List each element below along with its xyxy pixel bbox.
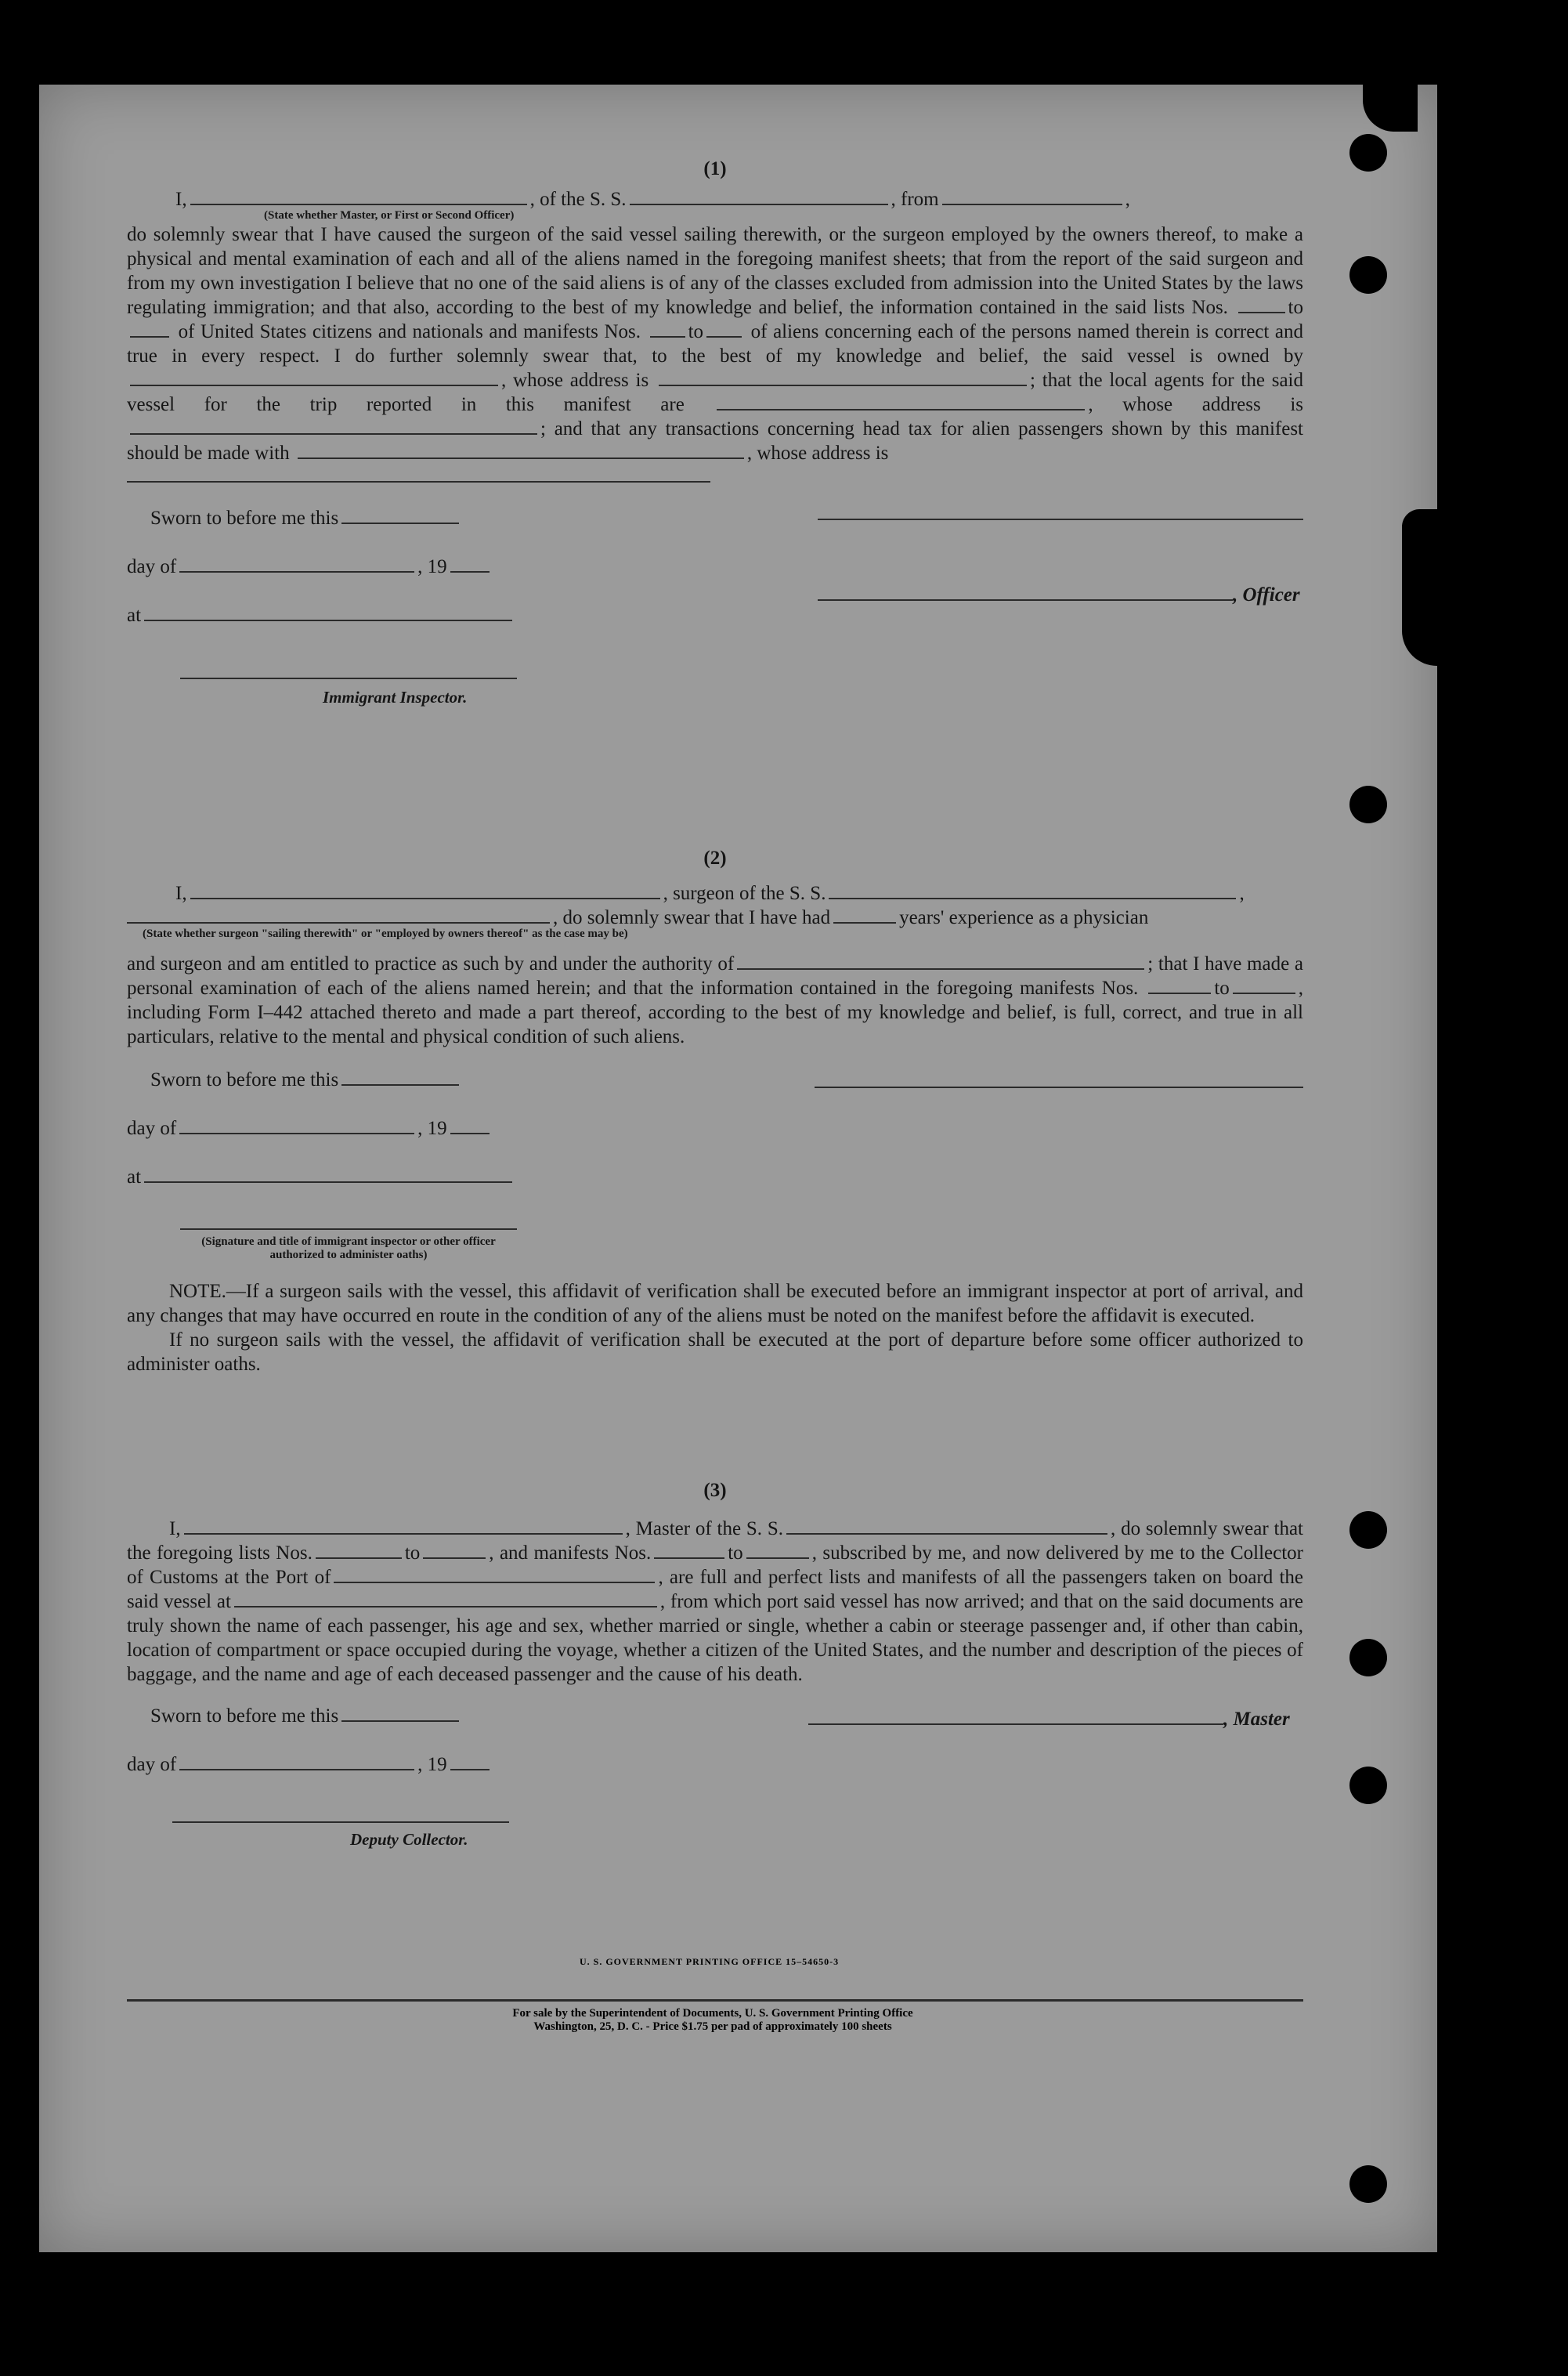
section-1-number: (1) — [703, 158, 727, 179]
head-tax-contact-field[interactable] — [298, 442, 744, 459]
binder-hole — [1349, 256, 1387, 294]
section-2-jurat: Sworn to before me this day of , 19 at (Signature and title of immigrant inspector or other officer authorized to administer oaths) — [127, 1068, 1303, 1279]
master-manifests-from-field[interactable] — [654, 1542, 724, 1559]
master-manifests-to-field[interactable] — [746, 1542, 809, 1559]
owner-field[interactable] — [130, 369, 498, 386]
section-3-jurat: Sworn to before me this day of , 19 Deputy Collector. , Master — [127, 1704, 1303, 1876]
note-paragraph-1: NOTE.—If a surgeon sails with the vessel, this affidavit of verification shall be executed before an immigrant inspector at port of arrival, and any changes that may have occurred en route in the condition of any of the aliens must be noted on the manifest before the affidavit is executed. — [127, 1281, 1303, 1326]
sworn-year-1-field[interactable] — [450, 555, 490, 573]
sworn-month-1-field[interactable] — [179, 555, 414, 573]
surgeon-manifests-from-field[interactable] — [1148, 977, 1211, 994]
price-footer-line-1: For sale by the Superintendent of Documents, U. S. Government Printing Office — [512, 2007, 913, 2020]
master-lists-to-field[interactable] — [423, 1542, 486, 1559]
binder-hole — [1349, 134, 1387, 172]
section-2-number: (2) — [703, 848, 727, 869]
printer-imprint: U. S. GOVERNMENT PRINTING OFFICE 15–54650-3 — [580, 1956, 840, 1967]
surgeon-status-field[interactable] — [127, 906, 550, 924]
master-vessel-field[interactable] — [786, 1517, 1107, 1535]
inspector-caption: Immigrant Inspector. — [323, 688, 468, 707]
collector-signature-line[interactable] — [172, 1821, 509, 1823]
years-experience-field[interactable] — [833, 906, 896, 924]
officer-signature-line[interactable] — [818, 584, 1233, 601]
section-3-number: (3) — [703, 1480, 727, 1501]
surgeon-signature-line[interactable] — [815, 1087, 1303, 1088]
sworn-day-1-field[interactable] — [341, 507, 459, 524]
head-tax-address-field[interactable] — [127, 465, 710, 483]
lists-to-field[interactable] — [130, 320, 169, 338]
sworn-day-3-field[interactable] — [341, 1705, 459, 1722]
binder-hole — [1349, 1511, 1387, 1549]
sworn-month-3-field[interactable] — [179, 1753, 414, 1770]
section-3-oath: I, , Master of the S. S. , do solemnly swear that the foregoing lists Nos. to , and manifests Nos. to , subscribed by me, and now delivered by me to the Collector of Customs at the Port of , are full and perfect lists and manifests of all the passengers taken on board the said vessel at , from which port said vessel has now arrived; and that on the said documents are truly shown the name of each passenger, his age and sex, whether married or single, whether a cabin or steerage passenger and, if other than cabin, location of compartment or space occupied during the voyage, whether a citizen of the United States, and the number and description of the pieces of baggage, and the name and age of each deceased passenger and the cause of his death. — [127, 1518, 1303, 1685]
torn-edge — [1402, 509, 1437, 666]
master-signature-line[interactable] — [808, 1708, 1223, 1725]
embarkation-port-field[interactable] — [234, 1590, 657, 1608]
sworn-year-3-field[interactable] — [450, 1753, 490, 1770]
officer-name-field[interactable] — [190, 188, 527, 205]
surgeon-note: (State whether surgeon "sailing therewith" or "employed by owners thereof" as the case may be) — [143, 928, 628, 940]
binder-hole — [1349, 1639, 1387, 1676]
section-1-oath: do solemnly swear that I have caused the surgeon of the said vessel sailing therewith, or the surgeon employed by the owners thereof, to make a physical and mental examination of each and all of the aliens named in the foregoing manifest sheets; that from the report of the said surgeon and from my own investigation I believe that no one of the said aliens is of any of the classes excluded from admission into the United States by the laws regulating immigration; and that also, according to the best of my knowledge and belief, the information contained in the said lists Nos. to of United States citizens and nationals and manifests Nos. to of aliens concerning each of the persons named therein is correct and true in every respect. I do further solemnly swear that, to the best of my knowledge and belief, the said vessel is owned by , whose address is ; that the local agents for the said vessel for the trip reported in this manifest are , whose address is ; and that any transactions concerning head tax for alien passengers shown by this manifest should be made with , whose address is — [127, 224, 1304, 464]
officer-note: (State whether Master, or First or Second Officer) — [264, 209, 515, 222]
binder-hole — [1349, 1767, 1387, 1804]
sworn-place-1-field[interactable] — [144, 604, 512, 621]
section-2-first-line: I, , surgeon of the S. S. , — [175, 883, 1245, 904]
sworn-month-2-field[interactable] — [179, 1117, 414, 1134]
note-paragraph-2: If no surgeon sails with the vessel, the affidavit of verification shall be executed at the port of departure before some officer authorized to administer oaths. — [127, 1329, 1303, 1375]
from-port-field[interactable] — [942, 188, 1122, 205]
footer-rule — [127, 1999, 1303, 2002]
owner-address-field[interactable] — [659, 369, 1027, 386]
agents-field[interactable] — [717, 393, 1085, 410]
section-1-first-line: I, , of the S. S. , from , — [175, 189, 1130, 210]
surgeon-name-field[interactable] — [190, 882, 660, 899]
master-name-field[interactable] — [184, 1517, 623, 1535]
sworn-place-2-field[interactable] — [144, 1166, 512, 1183]
manifests-from-field[interactable] — [650, 320, 685, 338]
officer-signature-line-top[interactable] — [818, 519, 1303, 520]
note-block — [127, 1279, 1303, 1376]
section-2-oath: and surgeon and am entitled to practice as such by and under the authority of ; that I have made a personal examination of each of the aliens named herein; and that the information contained in the foregoing manifests Nos. to , including Form I–442 attached thereto and made a part thereof, according to the best of my knowledge and belief, is full, correct, and true in all particulars, relative to the mental and physical condition of such aliens. — [127, 953, 1304, 1047]
administering-officer-caption: (Signature and title of immigrant inspector or other officer authorized to administer oaths) — [201, 1235, 496, 1261]
customs-port-field[interactable] — [334, 1566, 655, 1583]
lists-from-field[interactable] — [1238, 296, 1285, 313]
surgeon-vessel-field[interactable] — [829, 882, 1236, 899]
manifests-to-field[interactable] — [706, 320, 742, 338]
price-footer-line-2: Washington, 25, D. C. - Price $1.75 per pad of approximately 100 sheets — [533, 2020, 892, 2033]
affidavit-content — [127, 157, 1303, 1876]
section-2-second-line: , do solemnly swear that I have had years' experience as a physician — [127, 906, 1303, 930]
inspector-signature-line[interactable] — [180, 678, 517, 679]
collector-caption: Deputy Collector. — [350, 1830, 468, 1849]
surgeon-manifests-to-field[interactable] — [1233, 977, 1295, 994]
price-footer — [360, 2007, 1065, 2034]
binder-hole — [1349, 786, 1387, 823]
practice-authority-field[interactable] — [737, 953, 1144, 970]
vessel-name-field[interactable] — [630, 188, 888, 205]
sworn-year-2-field[interactable] — [450, 1117, 490, 1134]
agents-address-field[interactable] — [130, 418, 537, 435]
sworn-day-2-field[interactable] — [341, 1069, 459, 1086]
section-1-jurat: Sworn to before me this day of , 19 at Immigrant Inspector. , Officer — [127, 501, 1303, 736]
administering-officer-signature-line[interactable] — [180, 1228, 517, 1230]
binder-hole — [1349, 2165, 1387, 2203]
master-lists-from-field[interactable] — [316, 1542, 402, 1559]
